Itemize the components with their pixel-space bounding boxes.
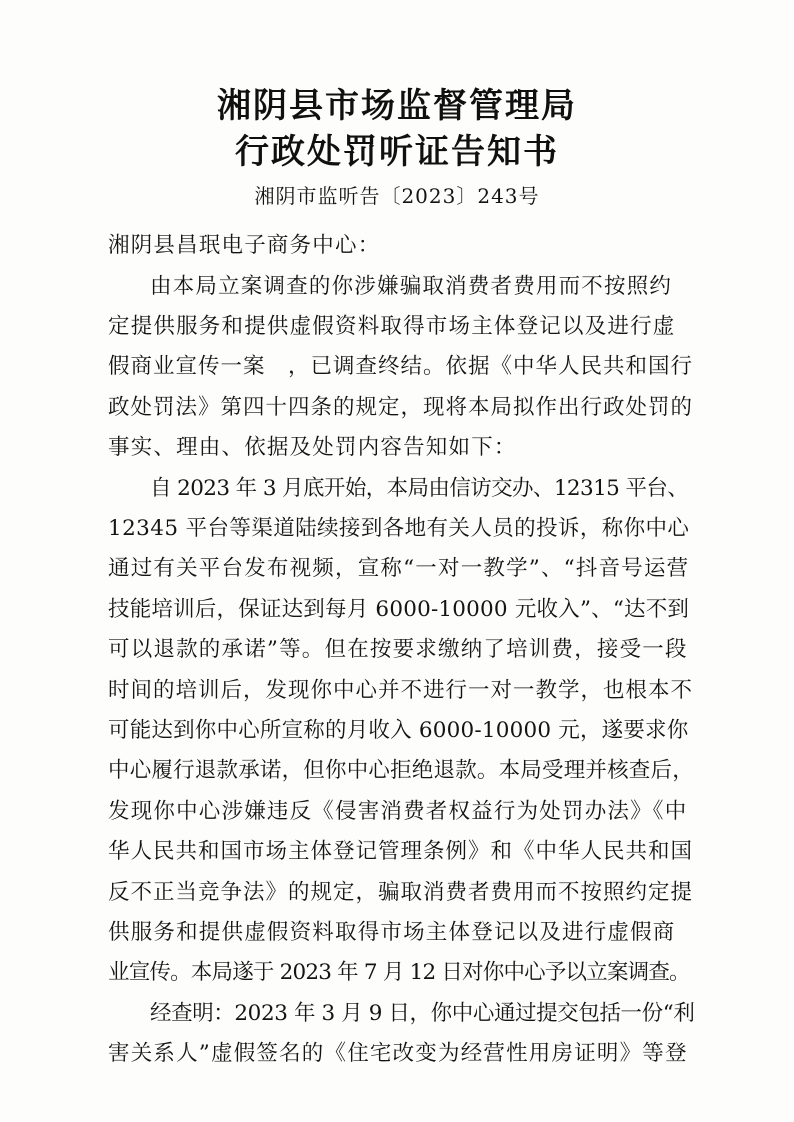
body-line: 中心履行退款承诺，但你中心拒绝退款。本局受理并核查后， [108, 758, 694, 783]
body-line: 可以退款的承诺”等。但在按要求缴纳了培训费，接受一段 [108, 637, 688, 662]
body-line: 经查明：2023 年 3 月 9 日，你中心通过提交包括一份“利 [150, 1001, 695, 1026]
body-line: 发现你中心涉嫌违反《侵害消费者权益行为处罚办法》《中 [108, 799, 688, 824]
body-line: 政处罚法》第四十四条的规定，现将本局拟作出行政处罚的 [108, 395, 694, 420]
body-line: 业宣传。本局遂于 2023 年 7 月 12 日对你中心予以立案调查。 [108, 960, 690, 985]
body-line: 可能达到你中心所宣称的月收入 6000-10000 元，遂要求你 [108, 718, 689, 743]
document-title-line1: 湘阴县市场监督管理局 [217, 86, 577, 126]
addressee: 湘阴县昌珉电子商务中心： [108, 233, 381, 258]
body-line: 时间的培训后，发现你中心并不进行一对一教学，也根本不 [108, 678, 694, 703]
body-line: 12345 平台等渠道陆续接到各地有关人员的投诉，称你中心 [108, 516, 690, 541]
document-number: 湘阴市监听告〔2023〕243号 [254, 184, 540, 208]
body-line: 反不正当竞争法》的规定，骗取消费者费用而不按照约定提 [108, 880, 694, 905]
body-line: 定提供服务和提供虚假资料取得市场主体登记以及进行虚 [108, 314, 676, 339]
body-line: 供服务和提供虚假资料取得市场主体登记以及进行虚假商 [108, 920, 676, 945]
body-line: 由本局立案调查的你涉嫌骗取消费者费用而不按照约 [150, 274, 673, 299]
body-line: 通过有关平台发布视频，宣称“一对一教学”、“抖音号运营 [108, 556, 690, 581]
body-line: 假商业宣传一案 ，已调查终结。依据《中华人民共和国行 [108, 354, 694, 379]
body-line: 技能培训后，保证达到每月 6000-10000 元收入”、“达不到 [108, 597, 690, 622]
body-line: 害关系人”虚假签名的《住宅改变为经营性用房证明》等登 [108, 1041, 688, 1066]
body-line: 华人民共和国市场主体登记管理条例》和《中华人民共和国 [108, 839, 694, 864]
body-line: 自 2023 年 3 月底开始，本局由信访交办、12315 平台、 [150, 476, 689, 501]
body-line: 事实、理由、依据及处罚内容告知如下： [108, 435, 517, 460]
document-title-line2: 行政处罚听证告知书 [235, 132, 559, 172]
